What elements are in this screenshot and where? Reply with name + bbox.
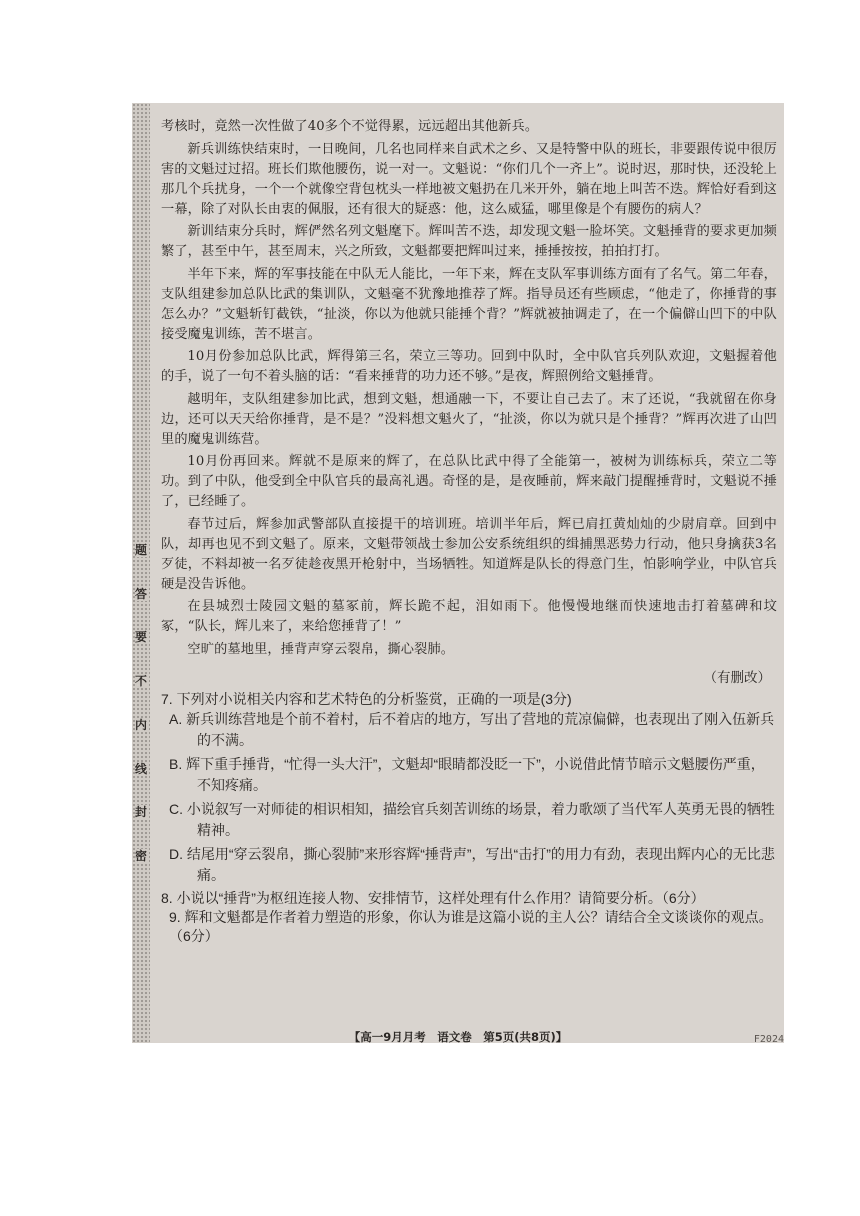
page-code: F2024 [753,1034,784,1043]
option-a: A. 新兵训练营地是个前不着村，后不着店的地方，写出了营地的荒凉偏僻，也表现出了刚入伍新兵的不满。 [169,710,775,748]
seal-line-notice [133,543,149,863]
passage-paragraph: 空旷的墓地里，捶背声穿云裂帛，撕心裂肺。 [187,641,455,657]
question-7-options [161,709,777,886]
seal-char: 要 [134,630,147,645]
question-8: 8. 小说以“捶背”为枢纽连接人物、安排情节，这样处理有什么作用？请简要分析。（6分） [161,889,705,906]
seal-char: 密 [134,848,147,863]
option-c: C. 小说叙写一对师徒的相识相知，描绘官兵刻苦训练的场景，着力歌颂了当代军人英勇无畏的牺牲精神。 [169,800,775,838]
passage-paragraph: 越明年，支队组建参加比武，想到文魁，想通融一下，不要让自己去了。末了还说，“我就留在你身边，还可以天天给你捶背，是不是？”没料想文魁火了，“扯淡，你以为就只是个捶背？”辉再次进了山凹里的魔鬼训练营。 [161,391,777,447]
question-9: 9. 辉和文魁都是作者着力塑造的形象，你认为谁是这篇小说的主人公？请结合全文谈谈你的观点。（6分） [169,908,773,944]
option-d: D. 结尾用“穿云裂帛，撕心裂肺”来形容辉“捶背声”，写出“击打”的用力有劲，表现出辉内心的无比悲痛。 [169,845,775,883]
page-content [161,117,777,946]
passage-paragraph: 新训结束分兵时，辉俨然名列文魁麾下。辉叫苦不迭，却发现文魁一脸坏笑。文魁捶背的要求更加频繁了，甚至中午，甚至周末，兴之所致，文魁都要把辉叫过来，捶捶按按，拍拍打打。 [161,224,777,259]
question-7-stem: 7. 下列对小说相关内容和艺术特色的分析鉴赏，正确的一项是(3分) [161,690,572,707]
adaptation-note: （有删改） [703,669,771,686]
seal-char: 封 [134,805,147,820]
seal-char: 题 [134,543,147,557]
exam-page [132,103,784,1043]
seal-char: 内 [134,717,147,732]
binding-margin-strip [132,103,150,1043]
seal-char: 不 [134,674,147,689]
passage-paragraph: 考核时，竟然一次性做了40多个不觉得累，远远超出其他新兵。 [161,119,539,134]
passage-paragraph: 春节过后，辉参加武警部队直接提干的培训班。培训半年后，辉已肩扛黄灿灿的少尉肩章。回到中队，却再也见不到文魁了。原来，文魁带领战士参加公安系统组织的缉捕黑恶势力行动，他只身擒获3名歹徒，不料却被一名歹徒趁夜黑开枪射中，当场牺牲。知道辉是队长的得意门生，怕影响学业，中队官兵硬是没告诉他。 [161,516,777,592]
passage-paragraph: 10月份参加总队比武，辉得第三名，荣立三等功。回到中队时，全中队官兵列队欢迎，文魁握着他的手，说了一句不着头脑的话：“看来捶背的功力还不够。”是夜，辉照例给文魁捶背。 [161,349,777,384]
passage-paragraph: 在县城烈士陵园文魁的墓冢前，辉长跪不起，泪如雨下。他慢慢地继而快速地击打着墓碑和坟冢，“队长，辉儿来了，来给您捶背了！” [161,599,777,634]
passage-paragraph: 新兵训练快结束时，一日晚间，几名也同样来自武术之乡、又是特警中队的班长，非要跟传说中很厉害的文魁过过招。班长们欺他腰伤，说一对一。文魁说：“你们几个一齐上”。说时迟，那时快，还没轮上那几个兵扰身，一个一个就像空背包枕头一样地被文魁扔在几米开外，躺在地上叫苦不迭。辉恰好看到这一幕，除了对队长由衷的佩服，还有很大的疑惑：他，这么威猛，哪里像是个有腰伤的病人？ [161,141,777,217]
seal-char: 线 [134,761,147,776]
option-b: B. 辉下重手捶背，“忙得一头大汗”，文魁却“眼睛都没眨一下”，小说借此情节暗示文魁腰伤严重，不知疼痛。 [169,755,765,793]
passage-paragraph: 半年下来，辉的军事技能在中队无人能比，一年下来，辉在支队军事训练方面有了名气。第二年春，支队组建参加总队比武的集训队，文魁毫不犹豫地推荐了辉。指导员还有些顾虑，“他走了，你捶背的事怎么办？”文魁斩钉截铁，“扯淡，你以为他就只能捶个背？”辉就被抽调走了，在一个偏僻山凹下的中队接受魔鬼训练，苦不堪言。 [161,266,777,342]
passage-paragraph: 10月份再回来。辉就不是原来的辉了，在总队比武中得了全能第一，被树为训练标兵，荣立二等功。到了中队，他受到全中队官兵的最高礼遇。奇怪的是，是夜睡前，辉来敲门提醒捶背时，文魁说不捶了，已经睡了。 [161,454,777,509]
seal-char: 答 [134,586,147,601]
page-footer: 【高一9月月考 语文卷 第5页(共8页)】 [348,1030,568,1043]
